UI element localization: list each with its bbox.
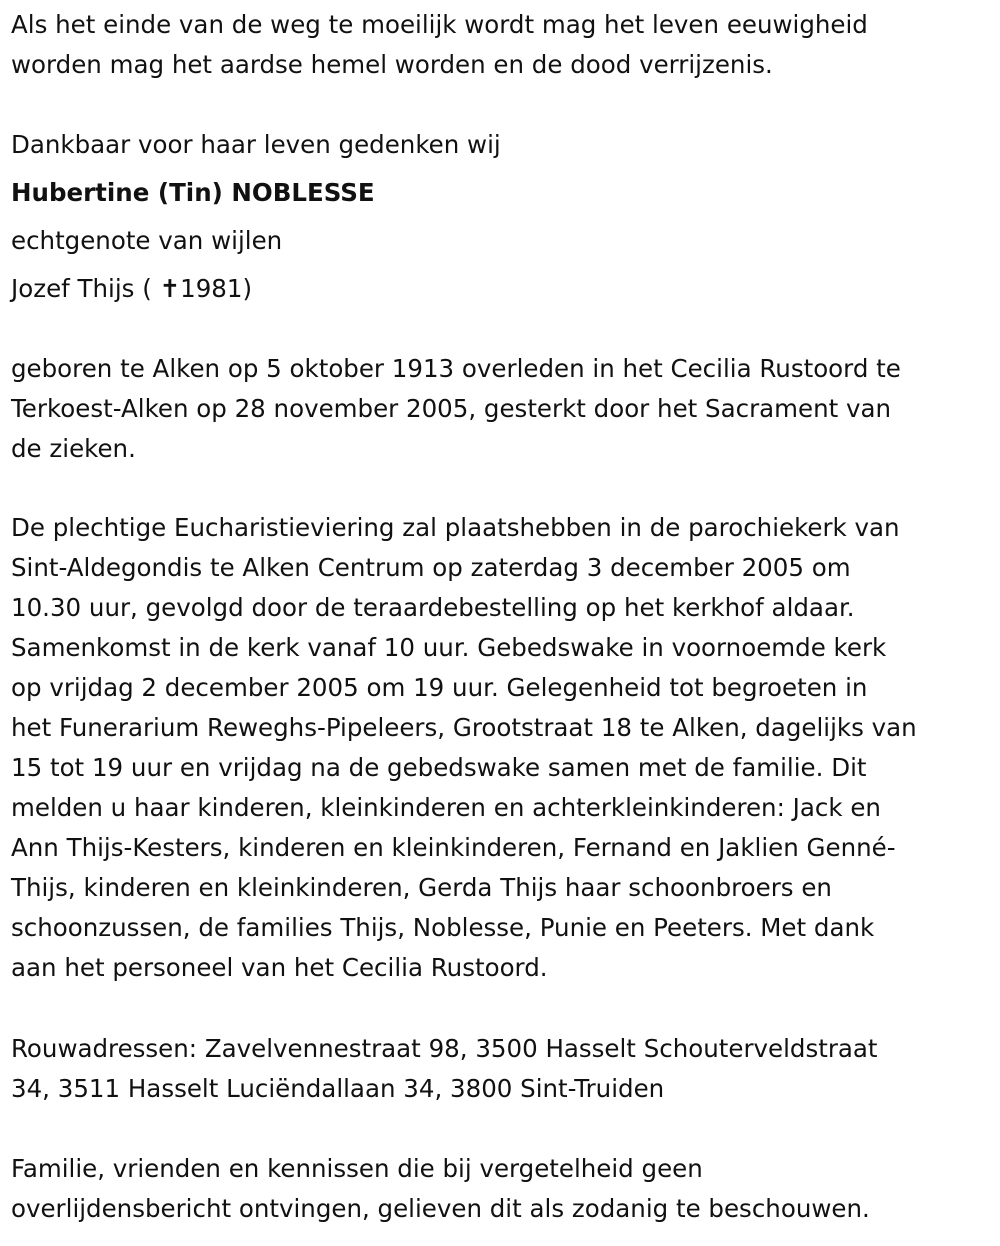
ceremony-line-7: 15 tot 19 uur en vrijdag na de gebedswake samen met de familie. Dit bbox=[11, 753, 867, 782]
ceremony-line-8: melden u haar kinderen, kleinkinderen en achterkleinkinderen: Jack en bbox=[11, 793, 881, 822]
spouse-line: echtgenote van wijlen bbox=[11, 226, 283, 255]
addresses-line-2: 34, 3511 Hasselt Luciëndallaan 34, 3800 Sint-Truiden bbox=[11, 1074, 665, 1103]
ceremony-line-11: schoonzussen, de families Thijs, Noblesse, Punie en Peeters. Met dank bbox=[11, 913, 875, 942]
ceremony-line-4: Samenkomst in de kerk vanaf 10 uur. Gebedswake in voornoemde kerk bbox=[11, 633, 887, 662]
ceremony-line-3: 10.30 uur, gevolgd door de teraardebestelling op het kerkhof aldaar. bbox=[11, 593, 855, 622]
ceremony-line-2: Sint-Aldegondis te Alken Centrum op zaterdag 3 december 2005 om bbox=[11, 553, 851, 582]
verse-line-1: Als het einde van de weg te moeilijk wordt mag het leven eeuwigheid bbox=[11, 10, 868, 39]
closing-line-1: Familie, vrienden en kennissen die bij vergetelheid geen bbox=[11, 1154, 703, 1183]
closing-line-2: overlijdensbericht ontvingen, gelieven dit als zodanig te beschouwen. bbox=[11, 1194, 870, 1223]
ceremony-line-9: Ann Thijs-Kesters, kinderen en kleinkinderen, Fernand en Jaklien Genné- bbox=[11, 833, 896, 862]
verse-line-2: worden mag het aardse hemel worden en de dood verrijzenis. bbox=[11, 50, 773, 79]
cross-icon: ✝ bbox=[159, 274, 181, 303]
spouse-name-line bbox=[11, 269, 991, 309]
ceremony-line-10: Thijs, kinderen en kleinkinderen, Gerda Thijs haar schoonbroers en bbox=[11, 873, 832, 902]
ceremony-line-5: op vrijdag 2 december 2005 om 19 uur. Gelegenheid tot begroeten in bbox=[11, 673, 868, 702]
ceremony-line-1: De plechtige Eucharistieviering zal plaatshebben in de parochiekerk van bbox=[11, 513, 900, 542]
intro-text: Dankbaar voor haar leven gedenken wij bbox=[11, 130, 501, 159]
addresses-line-1: Rouwadressen: Zavelvennestraat 98, 3500 Hasselt Schouterveldstraat bbox=[11, 1034, 878, 1063]
deceased-name: Hubertine (Tin) NOBLESSE bbox=[11, 178, 375, 207]
ceremony-line-12: aan het personeel van het Cecilia Rustoord. bbox=[11, 953, 548, 982]
birth-death-line-1: geboren te Alken op 5 oktober 1913 overleden in het Cecilia Rustoord te bbox=[11, 354, 901, 383]
birth-death-line-3: de zieken. bbox=[11, 434, 136, 463]
spouse-death-year: 1981) bbox=[180, 274, 253, 303]
spouse-name: Jozef Thijs ( bbox=[11, 274, 160, 303]
birth-death-line-2: Terkoest-Alken op 28 november 2005, gesterkt door het Sacrament van bbox=[11, 394, 892, 423]
ceremony-line-6: het Funerarium Reweghs-Pipeleers, Grootstraat 18 te Alken, dagelijks van bbox=[11, 713, 917, 742]
